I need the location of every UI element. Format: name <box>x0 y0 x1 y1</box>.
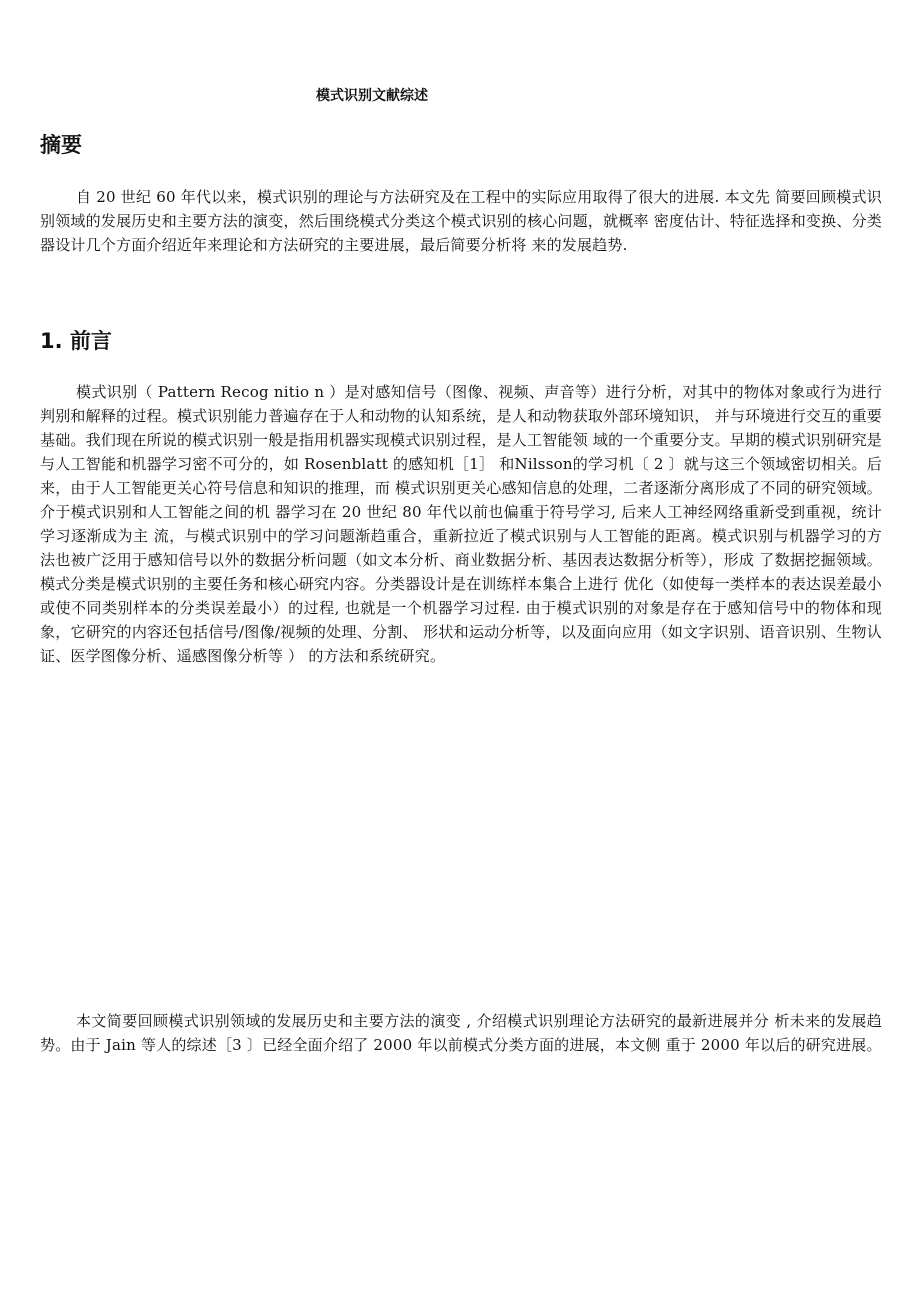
abstract-paragraph: 自 20 世纪 60 年代以来，模式识别的理论与方法研究及在工程中的实际应用取得了很大的进展. 本文先 简要回顾模式识别领域的发展历史和主要方法的演变，然后围绕模式分类这个模式识别的核心问题，就概率 密度估计、特征选择和变换、分类器设计几个方面介绍近年来理论和方法研究的主要进展，最后简要分析将 来的发展趋势. <box>40 188 882 255</box>
introduction-paragraph-1: 模式识别（ Pattern Recog nitio n ）是对感知信号（图像、视频、声音等）进行分析，对其中的物体对象或行为进行判别和解释的过程。模式识别能力普遍存在于人和动物的认知系统，是人和动物获取外部环境知识， 并与环境进行交互的重要基础。我们现在所说的模式识别一般是指用机器实现模式识别过程，是人工智能领 域的一个重要分支。早期的模式识别研究是与人工智能和机器学习密不可分的，如 Rosenblatt 的感知机［1］ 和Nilsson的学习机〔 2 〕就与这三个领域密切相关。后来，由于人工智能更关心符号信息和知识的推理，而 模式识别更关心感知信息的处理，二者逐渐分离形成了不同的研究领域。介于模式识别和人工智能之间的机 器学习在 20 世纪 80 年代以前也偏重于符号学习, 后来人工神经网络重新受到重视，统计学习逐渐成为主 流，与模式识别中的学习问题渐趋重合，重新拉近了模式识别与人工智能的距离。模式识别与机器学习的方 法也被广泛用于感知信号以外的数据分析问题（如文本分析、商业数据分析、基因表达数据分析等），形成 了数据挖掘领域。 模式分类是模式识别的主要任务和核心研究内容。分类器设计是在训练样本集合上进行 优化（如使每一类样本的表达误差最小或使不同类别样本的分类误差最小）的过程, 也就是一个机器学习过程. 由于模式识别的对象是存在于感知信号中的物体和现象，它研究的内容还包括信号/图像/视频的处理、分割、 形状和运动分析等，以及面向应用（如文字识别、语音识别、生物认证、医学图像分析、遥感图像分析等 ） 的方法和系统研究。 <box>40 383 882 665</box>
introduction-heading: 1. 前言 <box>40 329 112 353</box>
introduction-paragraph-2: 本文简要回顾模式识别领域的发展历史和主要方法的演变 , 介绍模式识别理论方法研究的最新进展并分 析未来的发展趋势。由于 Jain 等人的综述［3 〕已经全面介绍了 2000 年以前模式分类方面的进展，本文侧 重于 2000 年以后的研究进展。 <box>40 1012 882 1054</box>
document-title: 模式识别文献综述 <box>316 88 428 104</box>
abstract-heading: 摘要 <box>40 133 82 157</box>
